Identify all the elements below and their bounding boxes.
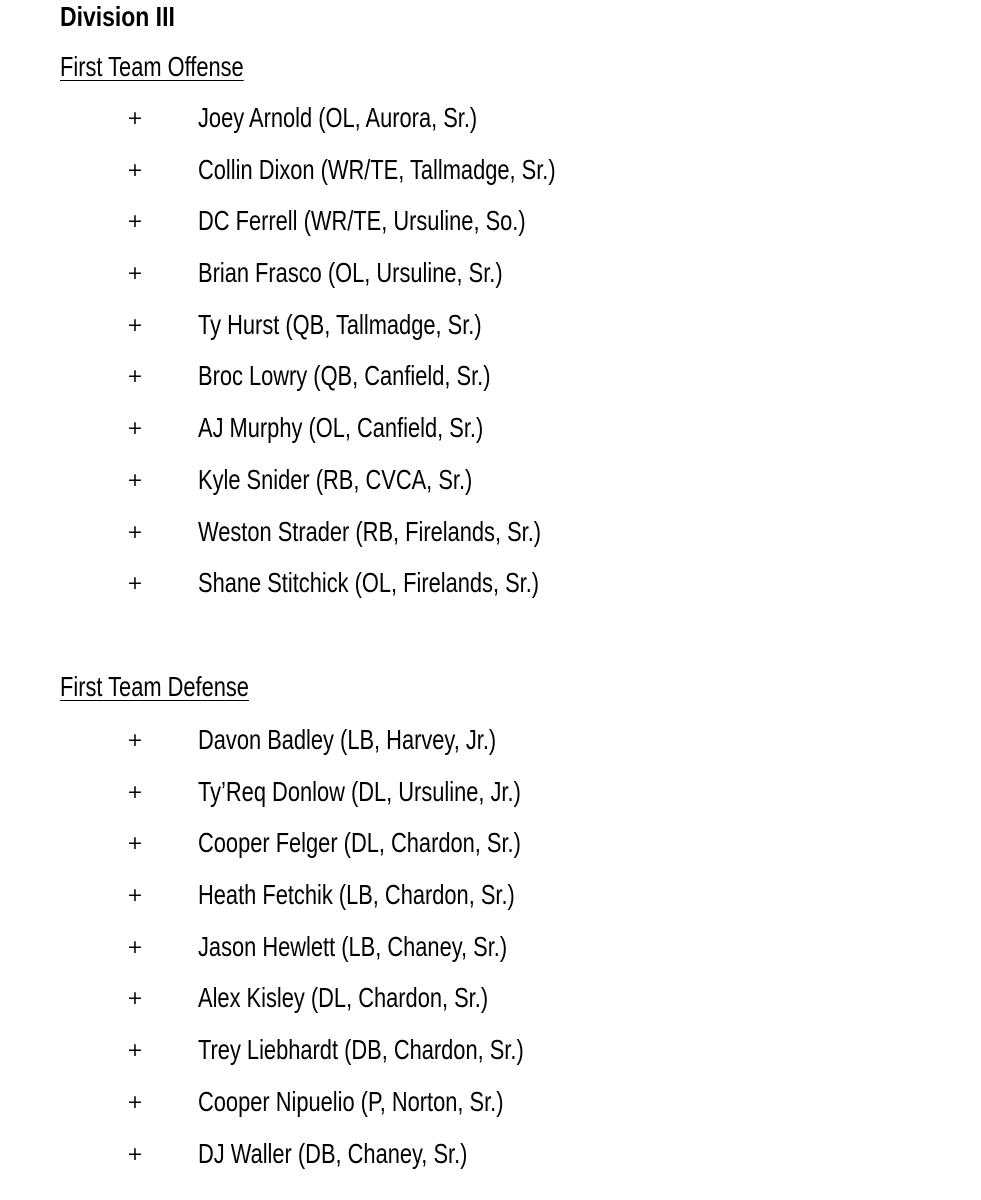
- list-item: [0, 256, 981, 308]
- player-entry: Collin Dixon (WR/TE, Tallmadge, Sr.): [198, 153, 556, 185]
- plus-bullet-icon: +: [127, 884, 143, 907]
- list-item: [0, 153, 981, 205]
- player-entry: Alex Kisley (DL, Chardon, Sr.): [198, 982, 489, 1014]
- plus-bullet-icon: +: [127, 417, 143, 440]
- list-item: [0, 308, 981, 360]
- plus-bullet-icon: +: [127, 729, 143, 751]
- defense-heading: First Team Defense: [60, 671, 249, 702]
- player-entry: Weston Strader (RB, Firelands, Sr.): [198, 515, 542, 547]
- plus-bullet-icon: +: [127, 1090, 143, 1113]
- plus-bullet-icon: +: [127, 832, 143, 855]
- list-item: [0, 981, 981, 1033]
- plus-bullet-icon: +: [127, 520, 143, 543]
- plus-bullet-icon: +: [127, 313, 143, 336]
- player-entry: Cooper Nipuelio (P, Norton, Sr.): [198, 1085, 504, 1117]
- plus-bullet-icon: +: [127, 365, 143, 388]
- player-entry: Broc Lowry (QB, Canfield, Sr.): [198, 360, 491, 392]
- list-item: [0, 101, 981, 153]
- player-entry: DJ Waller (DB, Chaney, Sr.): [198, 1137, 468, 1169]
- list-item: [0, 1085, 981, 1137]
- list-item: [0, 930, 981, 982]
- list-item: [0, 1137, 981, 1189]
- player-entry: Shane Stitchick (OL, Firelands, Sr.): [198, 567, 540, 599]
- offense-heading: First Team Offense: [60, 51, 244, 82]
- player-entry: Kyle Snider (RB, CVCA, Sr.): [198, 463, 473, 495]
- player-entry: Ty Hurst (QB, Tallmadge, Sr.): [198, 308, 482, 340]
- list-item: [0, 515, 981, 567]
- list-item: [0, 204, 981, 256]
- plus-bullet-icon: +: [127, 1039, 143, 1062]
- plus-bullet-icon: +: [127, 158, 143, 181]
- offense-player-list: [0, 101, 981, 618]
- player-entry: Ty’Req Donlow (DL, Ursuline, Jr.): [198, 775, 521, 807]
- list-item: [0, 723, 981, 775]
- player-entry: Joey Arnold (OL, Aurora, Sr.): [198, 102, 478, 133]
- list-item: [0, 359, 981, 411]
- list-item: [0, 566, 981, 618]
- plus-bullet-icon: +: [127, 262, 143, 285]
- player-entry: Heath Fetchik (LB, Chardon, Sr.): [198, 879, 515, 911]
- list-item: [0, 411, 981, 463]
- player-entry: Cooper Felger (DL, Chardon, Sr.): [198, 827, 521, 859]
- list-item: [0, 775, 981, 827]
- plus-bullet-icon: +: [127, 780, 143, 803]
- list-item: [0, 463, 981, 515]
- plus-bullet-icon: +: [127, 987, 143, 1010]
- plus-bullet-icon: +: [127, 1142, 143, 1165]
- player-entry: Brian Frasco (OL, Ursuline, Sr.): [198, 257, 503, 289]
- list-item: [0, 826, 981, 878]
- plus-bullet-icon: +: [127, 210, 143, 233]
- player-entry: Davon Badley (LB, Harvey, Jr.): [198, 724, 497, 755]
- player-entry: Trey Liebhardt (DB, Chardon, Sr.): [198, 1034, 524, 1066]
- plus-bullet-icon: +: [127, 107, 143, 129]
- list-item: [0, 1033, 981, 1085]
- division-title: Division III: [60, 1, 175, 32]
- plus-bullet-icon: +: [127, 468, 143, 491]
- player-entry: Jason Hewlett (LB, Chaney, Sr.): [198, 930, 508, 962]
- player-entry: AJ Murphy (OL, Canfield, Sr.): [198, 412, 484, 444]
- player-entry: DC Ferrell (WR/TE, Ursuline, So.): [198, 205, 526, 237]
- plus-bullet-icon: +: [127, 935, 143, 958]
- list-item: [0, 878, 981, 930]
- plus-bullet-icon: +: [127, 572, 143, 595]
- defense-player-list: [0, 723, 981, 1188]
